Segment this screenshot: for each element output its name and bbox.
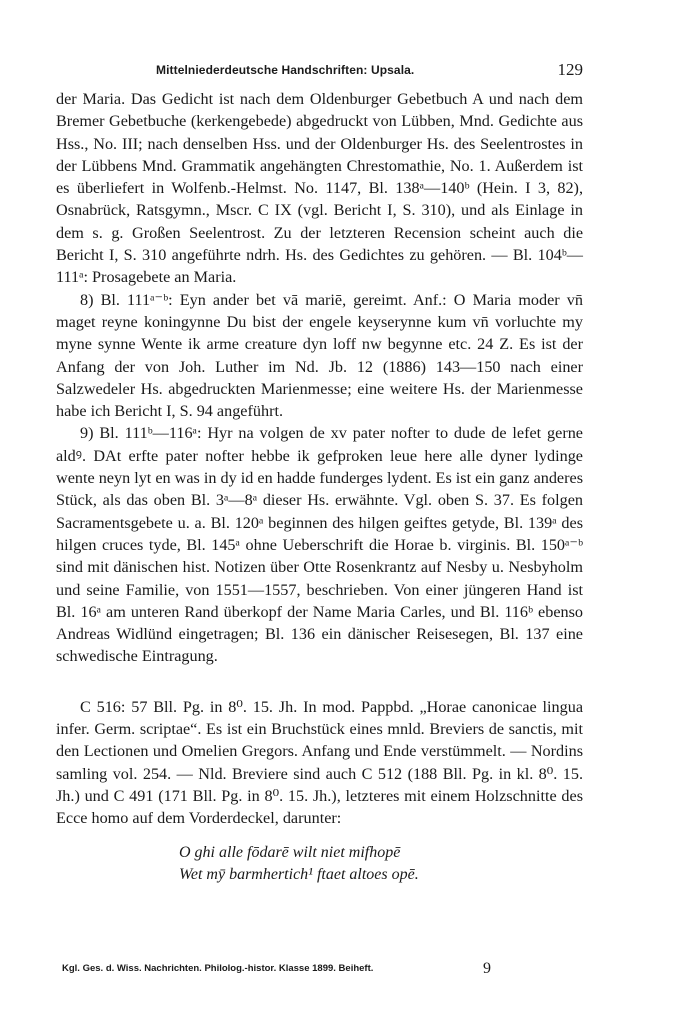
verse-line-2: Wet mȳ barmhertich¹ ftaet altoes opē. (179, 866, 419, 883)
page-number: 129 (557, 60, 583, 79)
paragraph-item-9: 9) Bl. 111ᵇ—116ᵃ: Hyr na volgen de xv pater nofter to dude de lefet gerne aldꝰ. DAt erfte pater nofter hebbe ik gefproken leue here alle dyner lydinge wente neyn lyt en was in dy id en hadde funderges lydent. Es ist ein ganz anderes Stück, als das oben Bl. 3ᵃ—8ᵃ dieser Hs. erwähnte. Vgl. oben S. 37. Es folgen Sacramentsgebete u. a. Bl. 120ᵃ beginnen des hilgen geiftes getyde, Bl. 139ᵃ des hilgen cruces tyde, Bl. 145ᵃ ohne Ueberschrift die Horae b. virginis. Bl. 150ᵃ⁻ᵇ sind mit dänischen hist. Notizen über Otte Rosenkrantz auf Nesby u. Nesbyholm und seine Familie, von 1551—1557, beschrieben. Von einer jüngeren Hand ist Bl. 16ᵃ am unteren Rand überkopf der Name Maria Carles, und Bl. 116ᵇ ebenso Andreas Widlünd eingetragen; Bl. 136 ein dänischer Reisesegen, Bl. 137 eine schwedische Eintragung. (56, 424, 583, 666)
verse-line-1: O ghi alle fōdarē wilt niet mifhopē (179, 844, 401, 861)
paragraph-item-8: 8) Bl. 111ᵃ⁻ᵇ: Eyn ander bet vā mariē, gereimt. Anf.: O Maria moder vn̄ maget reyne koningynne Du bist der engele keyserynne kum vn̄ vorluchte my myne synne Wente ik arme creature dyn loff nw begynne etc. 24 Z. Es ist der Anfang der von Joh. Luther im Nd. Jb. 12 (1886) 143—150 nach einer Salzwedeler Hs. abgedruckten Marienmesse; eine weitere Hs. der Marienmesse habe ich Bericht I, S. 94 angeführt. (56, 290, 583, 421)
paragraph-c516: C 516: 57 Bll. Pg. in 8⁰. 15. Jh. In mod. Pappbd. „Horae canonicae lingua infer. Germ. scriptae“. Es ist ein Bruchstück eines mnld. Breviers de sanctis, mit den Lectionen und Omelien Gregors. Anfang und Ende verstümmelt. — Nordins samling vol. 254. — Nld. Breviere sind auch C 512 (188 Bll. Pg. in kl. 8⁰. 15. Jh.) und C 491 (171 Bll. Pg. in 8⁰. 15. Jh.), letzteres mit einem Holzschnitte des Ecce homo auf dem Vorderdeckel, darunter: (56, 697, 583, 828)
sheet-signature: 9 (483, 960, 491, 977)
verse-inscription (56, 842, 583, 886)
footer-imprint: Kgl. Ges. d. Wiss. Nachrichten. Philolog.-histor. Klasse 1899. Beiheft. (62, 963, 374, 974)
page-footer (56, 960, 536, 980)
paragraph-maria-poem: der Maria. Das Gedicht ist nach dem Oldenburger Gebetbuch A und nach dem Bremer Gebetbuche (kerkengebede) abgedruckt von Lübben, Mnd. Gedichte aus Hss., No. III; nach denselben Hss. und der Oldenburger Hs. des Seelentrostes in der Lübbens Mnd. Grammatik angehängten Chrestomathie, No. 1. Außerdem ist es überliefert in Wolfenb.-Helmst. No. 1147, Bl. 138ᵃ—140ᵇ (Hein. I 3, 82), Osnabrück, Ratsgymn., Mscr. C IX (vgl. Bericht I, S. 310), und als Einlage in dem s. g. Großen Seelentrost. Zu der letzteren Recension scheint auch die Bericht I, S. 310 angeführte ndrh. Hs. des Gedichtes zu gehören. — Bl. 104ᵇ—111ᵃ: Prosagebete an Maria. (56, 90, 583, 287)
body-text (56, 88, 583, 830)
running-header (56, 60, 583, 82)
running-title: Mittelniederdeutsche Handschriften: Upsala. (156, 63, 415, 77)
